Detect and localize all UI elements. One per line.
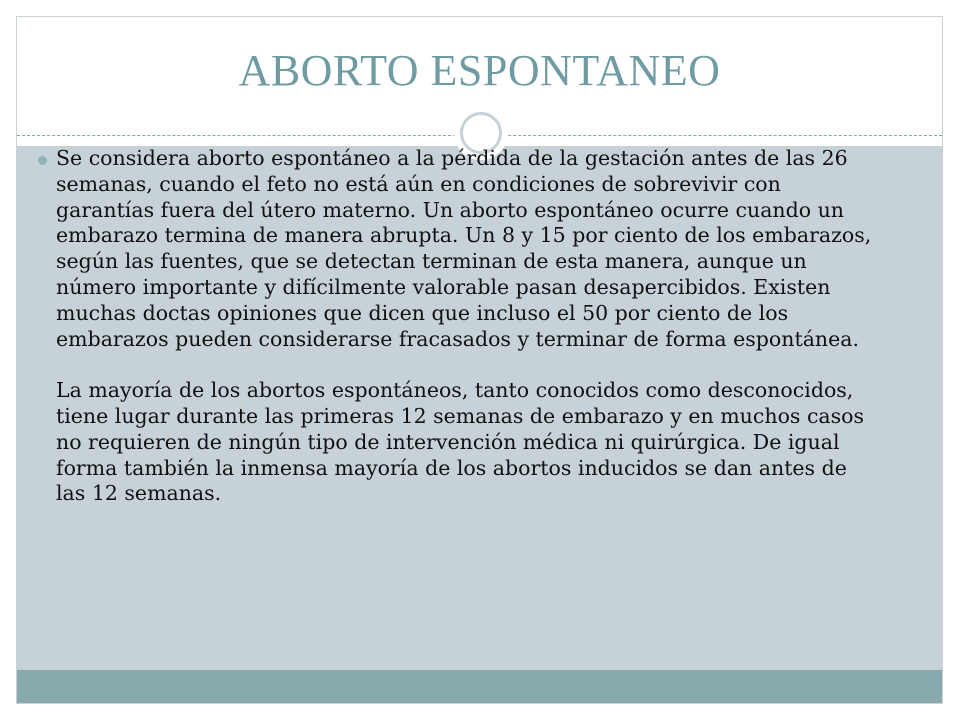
bullet-paragraph-1: Se considera aborto espontáneo a la pérdida de la gestación antes de las 26 semanas, cuando el feto no está aún en condiciones de sobrevivir con garantías fuera del útero materno. Un aborto espontáneo ocurre cuando un embarazo termina de manera abrupta. Un 8 y 15 por ciento de los embarazos, según las fuentes, que se detectan terminan de esta manera, aunque un número importante y difícilmente valorable pasan desapercibidos. Existen muchas doctas opiniones que dicen que incluso el 50 por ciento de los embarazos pueden considerarse fracasados y terminar de forma espontánea. (56, 146, 872, 351)
bullet-dot-icon (38, 156, 47, 165)
slide-title: ABORTO ESPONTANEO (238, 46, 721, 95)
paragraph-gap (56, 352, 873, 378)
footer-band (17, 670, 942, 703)
slide-content (38, 146, 873, 507)
bullet-paragraph-2: La mayoría de los abortos espontáneos, tanto conocidos como desconocidos, tiene lugar durante las primeras 12 semanas de embarazo y en muchos casos no requieren de ningún tipo de intervención médica ni quirúrgica. De igual forma también la inmensa mayoría de los abortos inducidos se dan antes de las 12 semanas. (56, 378, 865, 506)
bullet-item (38, 146, 873, 507)
